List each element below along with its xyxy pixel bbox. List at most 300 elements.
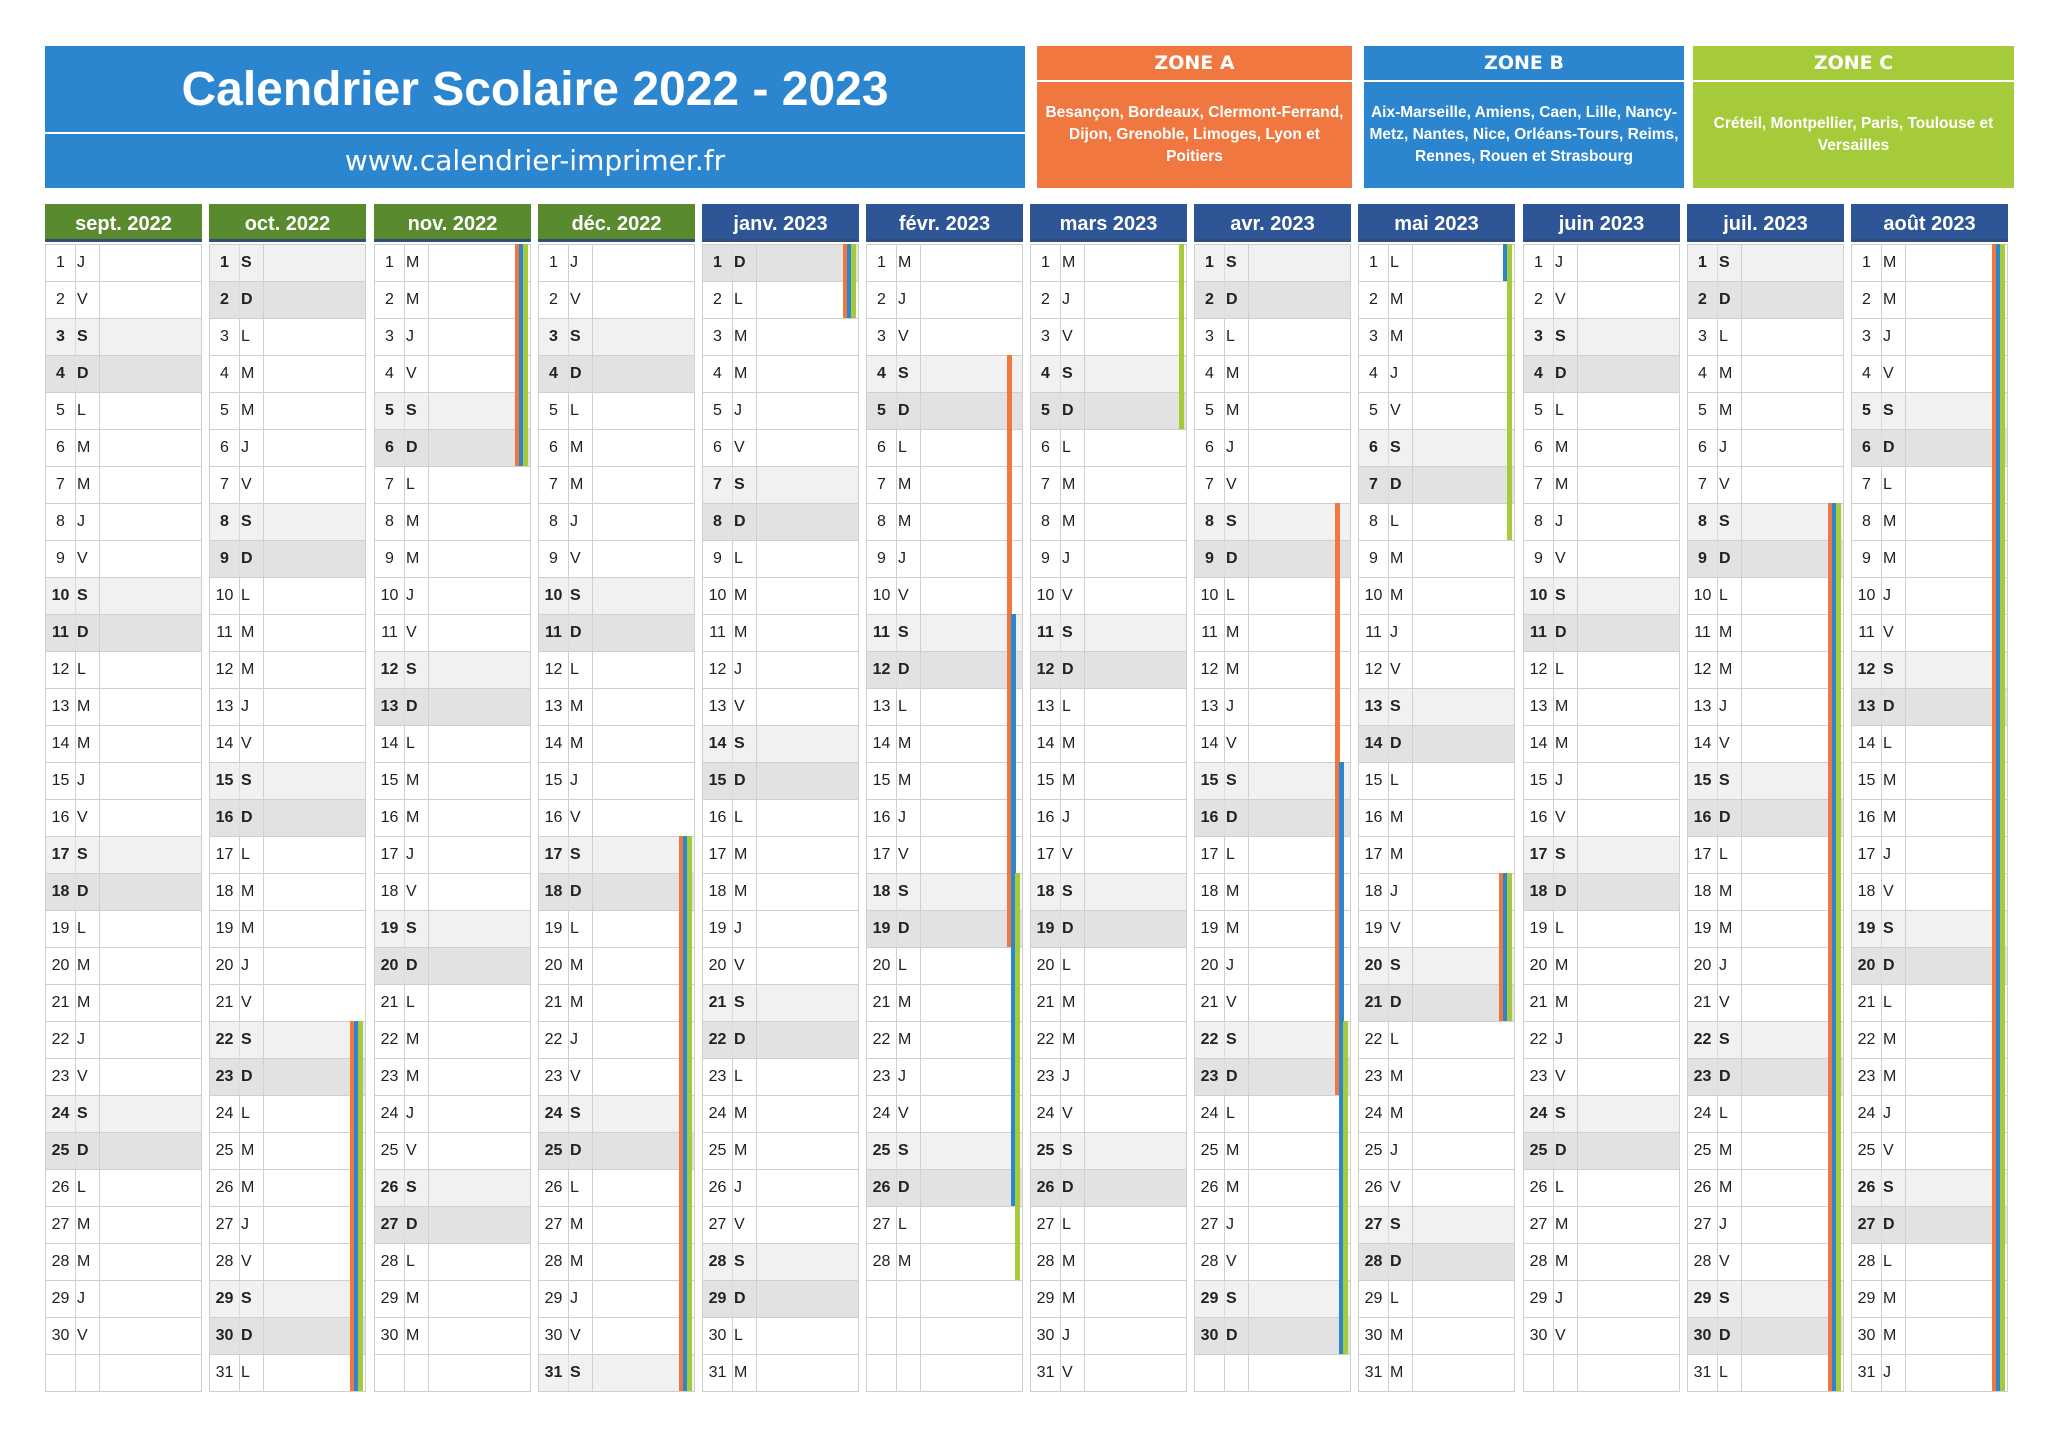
day-number	[867, 1281, 897, 1317]
day-letter: M	[1062, 254, 1076, 271]
day-row	[1030, 799, 1187, 837]
day-number: 23	[1688, 1059, 1718, 1095]
day-number: 19	[1359, 911, 1389, 947]
day-row	[702, 1280, 859, 1318]
day-row	[374, 873, 531, 911]
day-row	[209, 1169, 366, 1207]
day-letter: V	[1555, 550, 1566, 567]
day-number: 31	[539, 1355, 569, 1391]
day-number: 16	[1524, 800, 1554, 836]
day-number: 17	[1852, 837, 1882, 873]
day-letter: M	[1062, 772, 1076, 789]
day-number: 25	[1688, 1133, 1718, 1169]
day-row	[1523, 614, 1680, 652]
day-letter: L	[1555, 402, 1564, 419]
day-letter: V	[1719, 994, 1730, 1011]
day-number: 17	[210, 837, 240, 873]
day-letter: M	[406, 1068, 420, 1085]
day-letter: S	[1062, 883, 1073, 900]
day-row	[209, 244, 366, 282]
zone-c-box	[1693, 46, 2014, 188]
day-number: 24	[210, 1096, 240, 1132]
day-row	[1523, 1317, 1680, 1355]
day-row	[1687, 1021, 1844, 1059]
day-letter: J	[1390, 883, 1398, 900]
day-row	[374, 1354, 531, 1392]
day-number: 13	[1359, 689, 1389, 725]
day-number: 4	[1688, 356, 1718, 392]
zone-b-box	[1364, 46, 1684, 188]
day-number: 14	[1359, 726, 1389, 762]
day-number: 25	[210, 1133, 240, 1169]
day-row	[1851, 688, 2008, 726]
day-row	[1851, 725, 2008, 763]
day-number: 27	[1688, 1207, 1718, 1243]
day-letter: L	[1390, 1031, 1399, 1048]
day-row	[1030, 281, 1187, 319]
day-row	[1687, 1317, 1844, 1355]
day-row	[702, 1058, 859, 1096]
month-column	[1851, 204, 2008, 1390]
day-letter: M	[1062, 513, 1076, 530]
day-letter: M	[1390, 328, 1404, 345]
day-number: 10	[703, 578, 733, 614]
day-letter: D	[1719, 1068, 1731, 1085]
day-number: 8	[210, 504, 240, 540]
day-letter: D	[241, 291, 253, 308]
day-number: 4	[539, 356, 569, 392]
day-row	[1851, 836, 2008, 874]
day-row	[702, 910, 859, 948]
day-row	[45, 392, 202, 430]
day-letter: L	[898, 698, 907, 715]
day-number: 22	[210, 1022, 240, 1058]
day-number: 22	[1524, 1022, 1554, 1058]
month-header: juin 2023	[1523, 204, 1680, 242]
day-row	[1194, 1169, 1351, 1207]
day-letter: D	[734, 772, 746, 789]
zone-c-cities: Créteil, Montpellier, Paris, Toulouse et Versailles	[1713, 115, 1994, 154]
day-letter: D	[570, 1142, 582, 1159]
day-row	[702, 1095, 859, 1133]
day-row	[209, 799, 366, 837]
day-letter	[898, 1281, 920, 1317]
day-letter: M	[241, 1179, 255, 1196]
day-letter: M	[1883, 772, 1897, 789]
day-number: 1	[1359, 245, 1389, 281]
day-row	[1030, 910, 1187, 948]
day-row	[1358, 1095, 1515, 1133]
day-row	[702, 244, 859, 282]
day-row	[45, 1280, 202, 1318]
day-letter: J	[406, 846, 414, 863]
day-row	[374, 1021, 531, 1059]
day-letter: D	[1062, 920, 1074, 937]
day-letter: J	[1555, 1290, 1563, 1307]
day-number: 29	[1688, 1281, 1718, 1317]
day-row	[866, 503, 1023, 541]
day-letter: L	[898, 439, 907, 456]
day-row	[1687, 281, 1844, 319]
day-letter: M	[1555, 957, 1569, 974]
day-number: 1	[1524, 245, 1554, 281]
day-letter: V	[1555, 1327, 1566, 1344]
day-row	[209, 1280, 366, 1318]
day-row	[374, 466, 531, 504]
day-number: 21	[46, 985, 76, 1021]
day-letter: S	[1883, 661, 1894, 678]
month-column	[1030, 204, 1187, 1390]
day-number: 25	[46, 1133, 76, 1169]
day-letter: V	[1062, 587, 1073, 604]
day-letter: M	[734, 1105, 748, 1122]
day-row	[1687, 355, 1844, 393]
day-letter: J	[1883, 846, 1891, 863]
day-letter: J	[1555, 772, 1563, 789]
day-row	[374, 762, 531, 800]
day-row	[209, 688, 366, 726]
day-number: 2	[46, 282, 76, 318]
day-letter: S	[1555, 587, 1566, 604]
day-letter: S	[734, 994, 745, 1011]
day-row	[209, 1206, 366, 1244]
day-letter: D	[1719, 550, 1731, 567]
day-row	[1687, 651, 1844, 689]
day-number: 4	[703, 356, 733, 392]
day-number: 24	[1852, 1096, 1882, 1132]
day-letter: V	[1719, 476, 1730, 493]
day-letter: S	[1719, 513, 1730, 530]
day-number: 23	[210, 1059, 240, 1095]
day-letter: L	[570, 661, 579, 678]
day-letter: M	[1719, 402, 1733, 419]
day-letter: M	[1390, 1327, 1404, 1344]
day-row	[45, 1206, 202, 1244]
day-row	[45, 281, 202, 319]
day-number: 11	[867, 615, 897, 651]
day-number: 22	[46, 1022, 76, 1058]
day-number: 28	[1031, 1244, 1061, 1280]
day-row	[1687, 910, 1844, 948]
day-letter: M	[1062, 1290, 1076, 1307]
day-letter: J	[406, 1105, 414, 1122]
day-row	[702, 984, 859, 1022]
day-letter: V	[1719, 1253, 1730, 1270]
day-row	[1523, 762, 1680, 800]
day-letter: L	[241, 846, 250, 863]
day-letter: S	[898, 365, 909, 382]
day-letter: J	[734, 1179, 742, 1196]
day-number: 1	[1852, 245, 1882, 281]
day-number: 19	[1688, 911, 1718, 947]
day-letter	[1555, 1355, 1577, 1391]
day-row	[538, 1169, 695, 1207]
day-row	[1030, 725, 1187, 763]
day-letter: S	[1226, 1290, 1237, 1307]
day-letter: M	[241, 402, 255, 419]
day-row	[866, 1317, 1023, 1355]
day-row	[45, 466, 202, 504]
day-row	[866, 1058, 1023, 1096]
day-number: 18	[1031, 874, 1061, 910]
day-number: 9	[46, 541, 76, 577]
day-row	[866, 836, 1023, 874]
day-row	[1687, 1354, 1844, 1392]
day-letter: L	[1719, 1364, 1728, 1381]
day-row	[1030, 1058, 1187, 1096]
day-row	[866, 799, 1023, 837]
day-letter: V	[241, 735, 252, 752]
day-row	[866, 910, 1023, 948]
day-row	[538, 355, 695, 393]
day-number: 11	[1359, 615, 1389, 651]
day-letter: S	[734, 1253, 745, 1270]
day-row	[1523, 392, 1680, 430]
day-row	[1851, 1206, 2008, 1244]
day-letter: M	[898, 772, 912, 789]
day-letter: V	[406, 1142, 417, 1159]
day-number: 18	[703, 874, 733, 910]
day-letter: S	[570, 1364, 581, 1381]
day-letter: L	[77, 920, 86, 937]
day-number: 5	[1195, 393, 1225, 429]
day-letter: M	[77, 1216, 91, 1233]
day-letter: V	[734, 957, 745, 974]
day-number: 9	[210, 541, 240, 577]
day-row	[1194, 355, 1351, 393]
day-row	[538, 466, 695, 504]
day-row	[538, 799, 695, 837]
day-row	[1030, 1317, 1187, 1355]
day-number: 11	[539, 615, 569, 651]
day-letter: M	[406, 809, 420, 826]
day-row	[1358, 1317, 1515, 1355]
day-number: 30	[1852, 1318, 1882, 1354]
day-letter: M	[406, 1290, 420, 1307]
day-letter: M	[898, 254, 912, 271]
day-number: 23	[1359, 1059, 1389, 1095]
day-number: 12	[210, 652, 240, 688]
day-number: 28	[1195, 1244, 1225, 1280]
day-number: 26	[210, 1170, 240, 1206]
day-number: 10	[1852, 578, 1882, 614]
day-number: 15	[1688, 763, 1718, 799]
day-letter: S	[1226, 513, 1237, 530]
day-letter: L	[406, 994, 415, 1011]
holiday-bar-zone-c	[851, 244, 856, 318]
day-row	[866, 614, 1023, 652]
day-number: 2	[1852, 282, 1882, 318]
day-letter: V	[241, 994, 252, 1011]
day-number: 9	[703, 541, 733, 577]
day-number: 18	[1524, 874, 1554, 910]
day-row	[374, 1095, 531, 1133]
day-letter: L	[1390, 254, 1399, 271]
day-number: 27	[1524, 1207, 1554, 1243]
day-row	[1030, 947, 1187, 985]
day-letter: S	[898, 624, 909, 641]
day-letter: M	[406, 1031, 420, 1048]
day-number: 17	[375, 837, 405, 873]
day-number: 14	[1031, 726, 1061, 762]
day-number: 12	[867, 652, 897, 688]
day-number: 21	[210, 985, 240, 1021]
day-number: 12	[703, 652, 733, 688]
day-row	[702, 873, 859, 911]
day-letter: M	[570, 1253, 584, 1270]
day-number: 7	[1359, 467, 1389, 503]
day-number: 6	[210, 430, 240, 466]
day-letter: M	[898, 513, 912, 530]
day-number: 23	[1031, 1059, 1061, 1095]
day-row	[209, 318, 366, 356]
day-row	[45, 577, 202, 615]
day-row	[1358, 910, 1515, 948]
day-number: 11	[1195, 615, 1225, 651]
day-letter: M	[570, 439, 584, 456]
day-letter: M	[1226, 661, 1240, 678]
day-letter: D	[1062, 1179, 1074, 1196]
day-row	[1194, 1354, 1351, 1392]
day-letter: J	[1719, 1216, 1727, 1233]
day-letter: M	[1555, 476, 1569, 493]
day-number: 24	[539, 1096, 569, 1132]
day-letter: V	[734, 439, 745, 456]
day-letter: S	[77, 587, 88, 604]
day-row	[538, 1354, 695, 1392]
day-row	[1687, 503, 1844, 541]
day-number: 14	[375, 726, 405, 762]
day-row	[702, 725, 859, 763]
day-number: 21	[1524, 985, 1554, 1021]
day-letter: S	[1719, 1031, 1730, 1048]
day-number: 9	[1359, 541, 1389, 577]
day-number: 16	[1688, 800, 1718, 836]
day-row	[1687, 577, 1844, 615]
day-letter: V	[1555, 809, 1566, 826]
day-row	[866, 392, 1023, 430]
day-number: 7	[375, 467, 405, 503]
day-row	[1358, 540, 1515, 578]
day-row	[374, 1169, 531, 1207]
day-letter: S	[570, 1105, 581, 1122]
day-letter: L	[1555, 1179, 1564, 1196]
day-row	[1194, 281, 1351, 319]
day-letter: M	[77, 476, 91, 493]
day-letter: S	[1390, 698, 1401, 715]
day-letter: M	[77, 957, 91, 974]
day-number: 23	[867, 1059, 897, 1095]
day-row	[1358, 614, 1515, 652]
day-row	[538, 688, 695, 726]
website-url[interactable]: www.calendrier-imprimer.fr	[344, 144, 726, 177]
day-number: 5	[1359, 393, 1389, 429]
day-letter: M	[1883, 291, 1897, 308]
day-letter: M	[1062, 476, 1076, 493]
month-header: juil. 2023	[1687, 204, 1844, 242]
day-number: 2	[1031, 282, 1061, 318]
day-row	[1030, 614, 1187, 652]
day-number: 4	[210, 356, 240, 392]
day-row	[209, 1132, 366, 1170]
month-header: sept. 2022	[45, 204, 202, 242]
day-number: 27	[539, 1207, 569, 1243]
day-number: 1	[703, 245, 733, 281]
day-number: 11	[1688, 615, 1718, 651]
day-letter: V	[77, 291, 88, 308]
day-number: 29	[210, 1281, 240, 1317]
day-letter: V	[1062, 1364, 1073, 1381]
day-number: 18	[867, 874, 897, 910]
day-row	[1358, 318, 1515, 356]
day-letter: V	[1226, 994, 1237, 1011]
day-letter: M	[570, 994, 584, 1011]
day-number: 4	[375, 356, 405, 392]
month-column	[1687, 204, 1844, 1390]
day-number: 14	[867, 726, 897, 762]
day-row	[866, 244, 1023, 282]
day-letter: M	[1883, 1327, 1897, 1344]
day-row	[45, 1132, 202, 1170]
day-number: 9	[867, 541, 897, 577]
day-number: 14	[1524, 726, 1554, 762]
day-row	[1523, 725, 1680, 763]
day-letter: M	[241, 920, 255, 937]
day-row	[1851, 1132, 2008, 1170]
day-number: 10	[1688, 578, 1718, 614]
day-row	[1194, 762, 1351, 800]
day-letter: V	[1390, 661, 1401, 678]
day-letter: D	[241, 1068, 253, 1085]
day-letter: J	[1555, 513, 1563, 530]
day-letter: S	[1555, 328, 1566, 345]
day-letter: J	[734, 920, 742, 937]
day-row	[209, 429, 366, 467]
day-row	[209, 355, 366, 393]
day-row	[209, 1058, 366, 1096]
day-number: 30	[210, 1318, 240, 1354]
day-letter: L	[1226, 1105, 1235, 1122]
day-number: 26	[1688, 1170, 1718, 1206]
day-row	[1687, 466, 1844, 504]
day-number: 28	[46, 1244, 76, 1280]
day-row	[702, 355, 859, 393]
day-number: 28	[703, 1244, 733, 1280]
day-row	[1194, 984, 1351, 1022]
day-row	[702, 688, 859, 726]
day-row	[1194, 1206, 1351, 1244]
day-letter: M	[77, 735, 91, 752]
day-row	[374, 1280, 531, 1318]
day-number: 7	[1195, 467, 1225, 503]
day-letter: S	[241, 513, 252, 530]
day-letter: V	[406, 883, 417, 900]
day-letter: V	[1390, 1179, 1401, 1196]
day-letter: D	[1226, 1327, 1238, 1344]
day-letter: J	[406, 328, 414, 345]
day-number: 22	[1359, 1022, 1389, 1058]
day-row	[374, 577, 531, 615]
day-row	[45, 244, 202, 282]
day-number: 29	[1852, 1281, 1882, 1317]
day-letter: J	[77, 513, 85, 530]
day-row	[1194, 1021, 1351, 1059]
day-number: 5	[539, 393, 569, 429]
day-number: 7	[1688, 467, 1718, 503]
day-number: 9	[1852, 541, 1882, 577]
day-row	[1523, 1169, 1680, 1207]
holiday-bar-zone-c	[1015, 873, 1020, 1280]
